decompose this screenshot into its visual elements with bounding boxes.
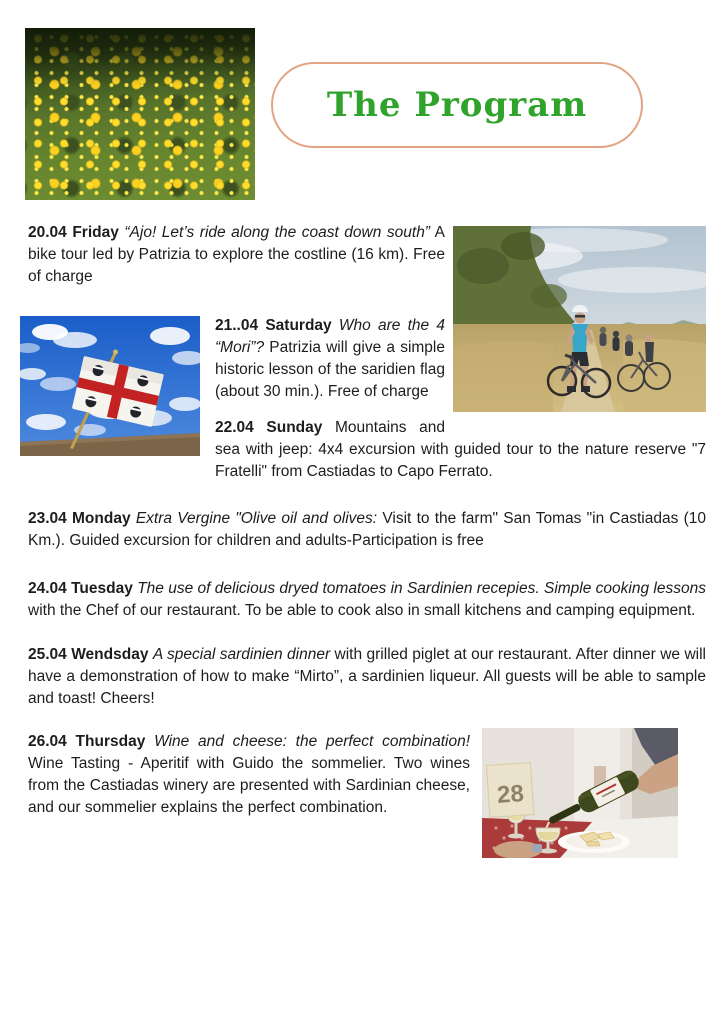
event-thursday-text: Wine Tasting - Aperitif with Guido the sommelier. Two wines from the Castiadas winery are presented with Sardinian cheese, and our sommelier explains the perfect combination. (28, 755, 470, 816)
bike-tour-illustration (453, 226, 706, 412)
event-tuesday-date: 24.04 Tuesday (28, 580, 133, 597)
event-monday-date: 23.04 Monday (28, 510, 131, 527)
event-tuesday-text: with the Chef of our restaurant. To be able to cook also in small kitchens and camping equipment. (28, 602, 696, 619)
event-saturday-date: 21..04 Saturday (215, 317, 332, 334)
event-wednesday-text: with grilled piglet at our restaurant. After dinner we will have a demonstration of how to make “Mirto”, a sardinien liqueur. All guests will be able to sample and toast! Cheers! (28, 646, 706, 707)
flowers-photo (25, 28, 255, 200)
event-tuesday (28, 578, 706, 622)
event-wednesday (28, 644, 706, 710)
flag-illustration (20, 316, 200, 456)
event-sunday-text: Mountains and sea with jeep: 4x4 excursion with guided tour to the nature reserve "7 Fratelli" from Castiadas to Capo Ferrato. (215, 419, 706, 480)
page-header (0, 0, 724, 210)
event-sunday-date: 22.04 Sunday (215, 419, 323, 436)
event-friday-title: “Ajo! Let’s ride along the coast down south” (124, 224, 430, 241)
event-wednesday-date: 25.04 Wendsday (28, 646, 149, 663)
sardinian-flag-photo (20, 316, 200, 456)
event-friday-date: 20.04 Friday (28, 224, 119, 241)
title-pill (271, 62, 643, 148)
wine-illustration (482, 728, 678, 858)
wine-tasting-photo (482, 728, 678, 858)
event-friday-text: A bike tour led by Patrizia to explore the costline (16 km). Free of charge (28, 224, 446, 285)
event-thursday-title: Wine and cheese: the perfect combination! (154, 733, 470, 750)
event-monday-title: Extra Vergine "Olive oil and olives: (135, 510, 378, 527)
event-saturday-title: Who are the 4 “Mori”? (215, 317, 446, 356)
event-monday (28, 508, 706, 552)
event-saturday-text: Patrizia will give a simple historic lesson of the saridien flag (about 30 min.). Free of charge (215, 339, 445, 400)
program-content (28, 222, 706, 819)
bike-tour-photo (453, 226, 706, 412)
event-wednesday-title: A special sardinien dinner (152, 646, 331, 663)
page-title: The Program (326, 85, 588, 125)
table-number-card (486, 763, 534, 818)
table-card-number: 28 (496, 780, 525, 809)
event-monday-text: Visit to the farm" San Tomas "in Castiadas (10 Km.). Guided excursion for children and adults-Participation is free (28, 510, 706, 549)
event-thursday-date: 26.04 Thursday (28, 733, 146, 750)
event-tuesday-title: The use of delicious dryed tomatoes in Sardinien recepies. Simple cooking lessons (137, 580, 706, 597)
